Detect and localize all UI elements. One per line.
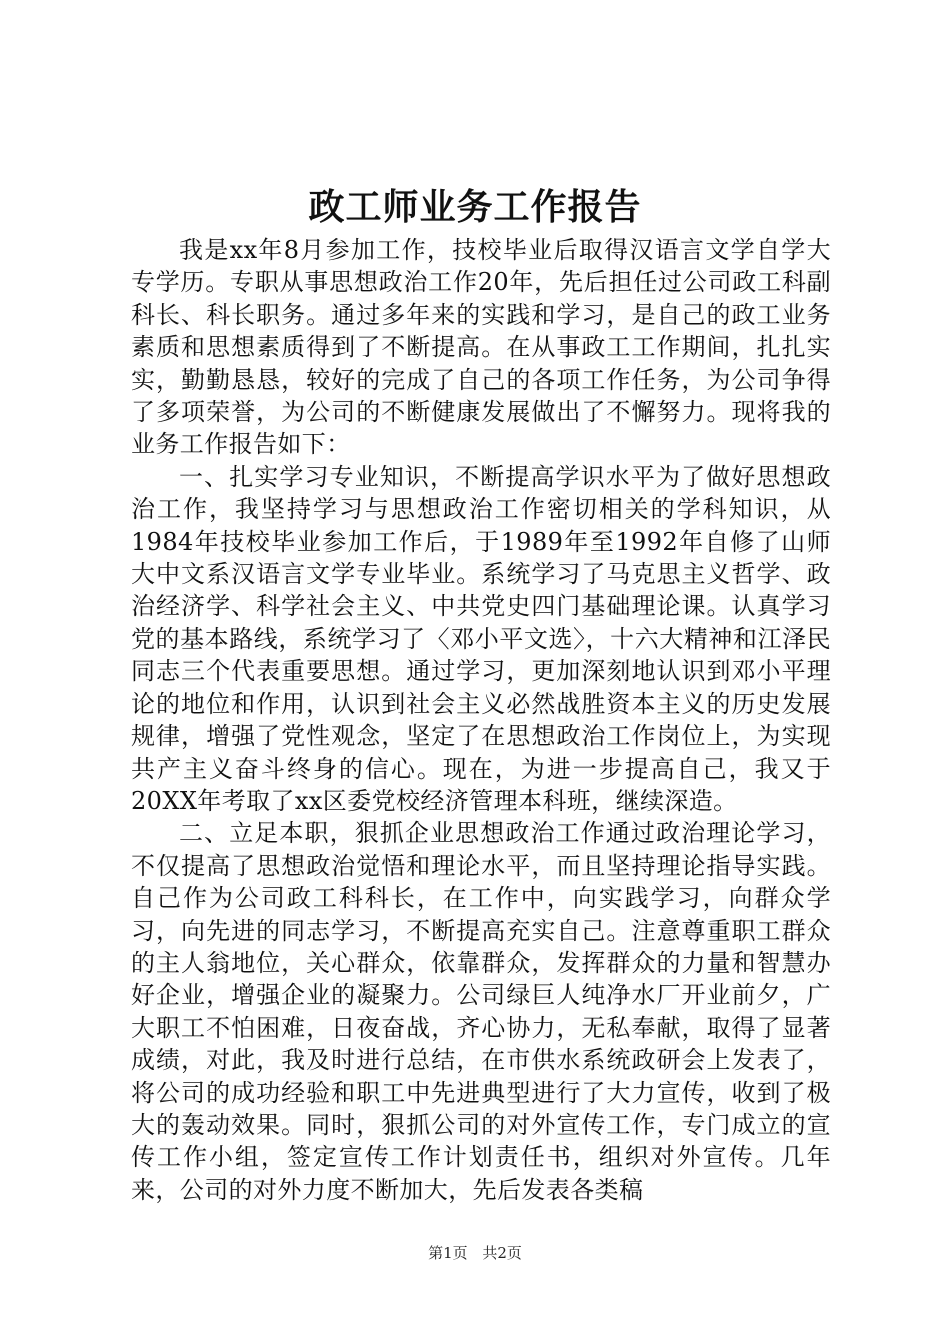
page-number: 第1页 [428, 1244, 468, 1262]
paragraph-section-one: 一、扎实学习专业知识，不断提高学识水平为了做好思想政治工作，我坚持学习与思想政治工作密切相关的学科知识，从1984年技校毕业参加工作后，于1989年至1992年自修了山师大中文系汉语言文学专业毕业。系统学习了马克思主义哲学、政治经济学、科学社会主义、中共党史四门基础理论课。认真学习党的基本路线，系统学习了〈邓小平文选〉，十六大精神和江泽民同志三个代表重要思想。通过学习，更加深刻地认识到邓小平理论的地位和作用，认识到社会主义必然战胜资本主义的历史发展规律，增强了党性观念，坚定了在思想政治工作岗位上，为实现共产主义奋斗终身的信心。现在，为进一步提高自己，我又于20XX年考取了xx区委党校经济管理本科班，继续深造。 [131, 462, 831, 815]
paragraph-intro: 我是xx年8月参加工作，技校毕业后取得汉语言文学自学大专学历。专职从事思想政治工作20年，先后担任过公司政工科副科长、科长职务。通过多年来的实践和学习，是自己的政工业务素质和思想素质得到了不断提高。在从事政工工作期间，扎扎实实，勤勤恳恳，较好的完成了自己的各项工作任务，为公司争得了多项荣誉，为公司的不断健康发展做出了不懈努力。现将我的业务工作报告如下： [131, 236, 831, 459]
paragraph-section-two: 二、立足本职，狠抓企业思想政治工作通过政治理论学习，不仅提高了思想政治觉悟和理论水平，而且坚持理论指导实践。自己作为公司政工科科长，在工作中，向实践学习，向群众学习，向先进的同志学习，不断提高充实自己。注意尊重职工群众的主人翁地位，关心群众，依靠群众，发挥群众的力量和智慧办好企业，增强企业的凝聚力。公司绿巨人纯净水厂开业前夕，广大职工不怕困难，日夜奋战，齐心协力，无私奉献，取得了显著成绩，对此，我及时进行总结，在市供水系统政研会上发表了，将公司的成功经验和职工中先进典型进行了大力宣传，收到了极大的轰动效果。同时，狠抓公司的对外宣传工作，专门成立的宣传工作小组，签定宣传工作计划责任书，组织对外宣传。几年来，公司的对外力度不断加大，先后发表各类稿 [131, 819, 831, 1204]
document-title: 政工师业务工作报告 [308, 186, 642, 228]
page-footer [0, 1243, 950, 1263]
page-total: 共2页 [482, 1244, 522, 1262]
document-body [131, 234, 831, 1206]
